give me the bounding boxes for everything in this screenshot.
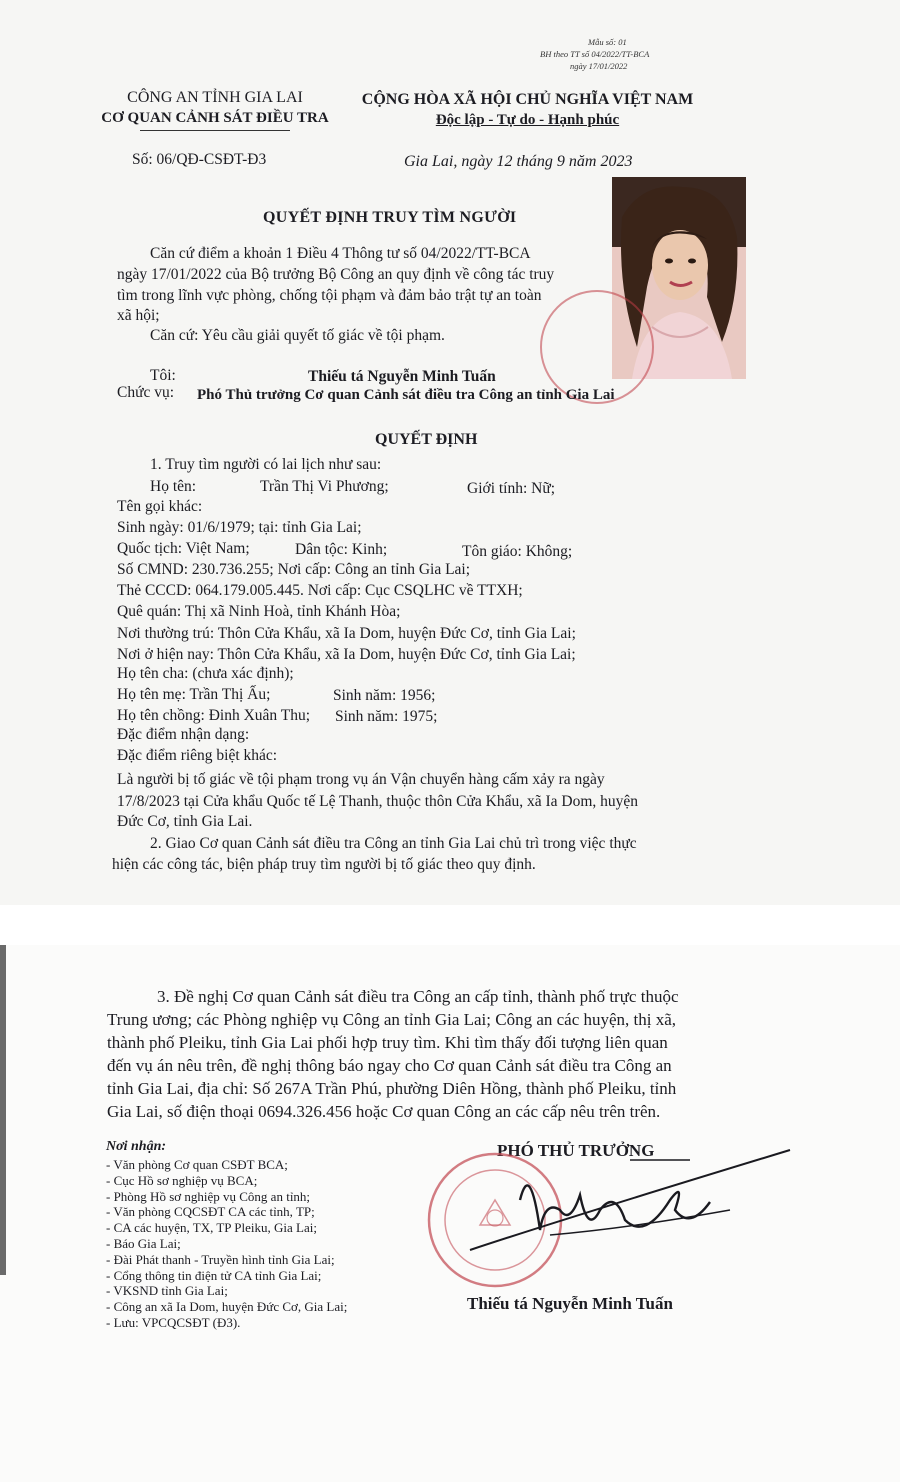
position-value: Phó Thủ trưởng Cơ quan Cảnh sát điều tra Công an tỉnh Gia Lai — [197, 387, 615, 403]
ethnicity: Dân tộc: Kinh; — [295, 541, 388, 558]
item-3 — [107, 985, 787, 1123]
description-line: 17/8/2023 tại Cửa khẩu Quốc tế Lệ Thanh, thuộc thôn Cửa Khẩu, xã Ia Dom, huyện — [117, 793, 639, 810]
name-value: Trần Thị Vi Phương; — [260, 478, 389, 495]
form-note-line: BH theo TT số 04/2022/TT-BCA — [540, 49, 650, 59]
cmnd: Số CMND: 230.736.255; Nơi cấp: Công an tỉnh Gia Lai; — [117, 561, 471, 578]
left-header — [90, 88, 340, 131]
religion: Tôn giáo: Không; — [462, 543, 573, 560]
mother-birth: Sinh năm: 1956; — [333, 687, 436, 704]
ministry-name: CÔNG AN TỈNH GIA LAI — [127, 89, 303, 106]
recipient-item: - Phòng Hồ sơ nghiệp vụ Công an tỉnh; — [106, 1188, 311, 1204]
recipient-item: - VKSND tỉnh Gia Lai; — [106, 1283, 228, 1299]
current-address: Nơi ở hiện nay: Thôn Cửa Khẩu, xã Ia Dom, huyện Đức Cơ, tỉnh Gia Lai; — [117, 646, 576, 663]
basis-line: Căn cứ điểm a khoản 1 Điều 4 Thông tư số 04/2022/TT-BCA — [150, 245, 531, 262]
basis-line: xã hội; — [117, 307, 160, 324]
recipients — [106, 1139, 347, 1331]
handwritten-signature — [430, 1140, 810, 1290]
recipient-item: - Báo Gia Lai; — [106, 1235, 181, 1251]
father: Họ tên cha: (chưa xác định); — [117, 665, 294, 682]
basis-line: tìm trong lĩnh vực phòng, chống tội phạm và đảm bảo trật tự an toàn — [117, 287, 542, 304]
signature-title: PHÓ THỦ TRƯỞNG — [497, 1141, 655, 1160]
form-note — [540, 36, 650, 72]
item-1: 1. Truy tìm người có lai lịch như sau: — [150, 456, 382, 473]
page-edge — [0, 945, 6, 1275]
basis-line: Căn cứ: Yêu cầu giải quyết tố giác về tội phạm. — [150, 327, 445, 344]
header-rule — [140, 130, 290, 131]
recipients-title: Nơi nhận: — [106, 1139, 167, 1154]
item-3-line: tỉnh Gia Lai, địa chỉ: Số 267A Trần Phú, phường Diên Hồng, thành phố Pleiku, tỉnh — [107, 1079, 677, 1098]
form-note-line: ngày 17/01/2022 — [570, 61, 628, 71]
toi-label: Tôi: — [150, 367, 176, 384]
national-motto: Độc lập - Tự do - Hạnh phúc — [435, 112, 620, 128]
doc-number: Số: 06/QĐ-CSĐT-Đ3 — [132, 151, 267, 168]
description-line: Đức Cơ, tỉnh Gia Lai. — [117, 813, 253, 830]
national-title: CỘNG HÒA XÃ HỘI CHỦ NGHĨA VIỆT NAM — [361, 91, 694, 108]
item-3-line: thành phố Pleiku, tỉnh Gia Lai phối hợp truy tìm. Khi tìm thấy đối tượng liên quan — [107, 1033, 668, 1052]
recipient-item: - Lưu: VPCQCSĐT (Đ3). — [106, 1314, 241, 1330]
spouse: Họ tên chồng: Đinh Xuân Thu; — [117, 707, 311, 724]
recipient-item: - CA các huyện, TX, TP Pleiku, Gia Lai; — [106, 1220, 317, 1236]
alias: Tên gọi khác: — [117, 498, 203, 515]
cccd: Thẻ CCCD: 064.179.005.445. Nơi cấp: Cục CSQLHC về TTXH; — [117, 582, 523, 599]
item-3-line: Gia Lai, số điện thoại 0694.326.456 hoặc Cơ quan Công an các cấp nêu trên trên. — [107, 1102, 661, 1121]
gender: Giới tính: Nữ; — [467, 480, 556, 497]
form-note-line: Mẫu số: 01 — [588, 37, 627, 47]
date-line: Gia Lai, ngày 12 tháng 9 năm 2023 — [404, 153, 633, 170]
hometown: Quê quán: Thị xã Ninh Hoà, tỉnh Khánh Hòa; — [117, 603, 401, 620]
description-line: Là người bị tố giác về tội phạm trong vụ án Vận chuyển hàng cấm xảy ra ngày — [117, 771, 605, 788]
decision-heading: QUYẾT ĐỊNH — [375, 431, 478, 448]
permanent-address: Nơi thường trú: Thôn Cửa Khẩu, xã Ia Dom, huyện Đức Cơ, tỉnh Gia Lai; — [117, 625, 576, 642]
recipient-item: - Công an xã Ia Dom, huyện Đức Cơ, Gia Lai; — [106, 1299, 348, 1315]
item-3-line: đến vụ án nêu trên, đề nghị thông báo ngay cho Cơ quan Cảnh sát điều tra Công an — [107, 1056, 672, 1075]
recipient-item: - Đài Phát thanh - Truyền hình tỉnh Gia Lai; — [106, 1251, 335, 1267]
recipient-item: - Cục Hồ sơ nghiệp vụ BCA; — [106, 1172, 258, 1188]
doc-title: QUYẾT ĐỊNH TRUY TÌM NGƯỜI — [263, 209, 517, 226]
item-3-line: Trung ương; các Phòng nghiệp vụ Công an tỉnh Gia Lai; Công an các huyện, thị xã, — [107, 1010, 677, 1029]
spouse-birth: Sinh năm: 1975; — [335, 708, 438, 725]
position-label: Chức vụ: — [117, 384, 175, 401]
features: Đặc điểm nhận dạng: — [117, 726, 250, 743]
mother: Họ tên mẹ: Trần Thị Ấu; — [117, 686, 271, 703]
item-2-line: 2. Giao Cơ quan Cảnh sát điều tra Công an tỉnh Gia Lai chủ trì trong việc thực — [150, 835, 637, 852]
dob: Sinh ngày: 01/6/1979; tại: tỉnh Gia Lai; — [117, 519, 362, 536]
basis-line: ngày 17/01/2022 của Bộ trưởng Bộ Công an quy định về công tác truy — [117, 266, 555, 283]
item-2-line: hiện các công tác, biện pháp truy tìm người bị tố giác theo quy định. — [112, 856, 536, 873]
recipient-item: - Văn phòng Cơ quan CSĐT BCA; — [106, 1157, 288, 1172]
name-label: Họ tên: — [150, 478, 197, 495]
agency-name: CƠ QUAN CẢNH SÁT ĐIỀU TRA — [101, 110, 329, 126]
special-features: Đặc điểm riêng biệt khác: — [117, 747, 278, 764]
officer-name: Thiếu tá Nguyễn Minh Tuấn — [308, 368, 496, 385]
item-3-line: 3. Đề nghị Cơ quan Cảnh sát điều tra Công an cấp tỉnh, thành phố trực thuộc — [157, 987, 679, 1006]
right-header — [355, 90, 700, 130]
signatory-name: Thiếu tá Nguyễn Minh Tuấn — [467, 1294, 673, 1313]
nationality: Quốc tịch: Việt Nam; — [117, 540, 250, 557]
recipient-item: - Cổng thông tin điện tử CA tỉnh Gia Lai; — [106, 1267, 322, 1283]
recipient-item: - Văn phòng CQCSĐT CA các tỉnh, TP; — [106, 1204, 315, 1220]
